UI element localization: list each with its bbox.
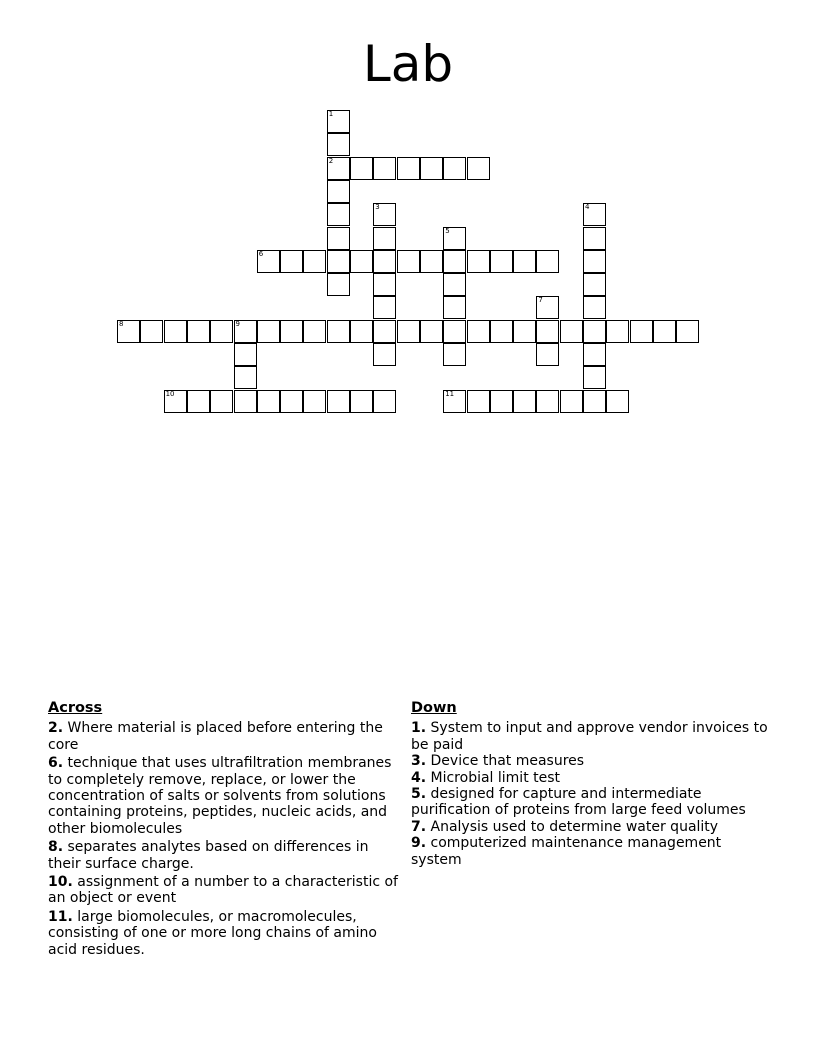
down-clue: 9. computerized maintenance management system: [411, 835, 722, 868]
grid-cell[interactable]: [443, 157, 466, 180]
clue-number: 2: [328, 156, 334, 165]
grid-cell[interactable]: [327, 203, 350, 226]
puzzle-title: Lab: [362, 35, 454, 93]
grid-cell[interactable]: [327, 133, 350, 156]
grid-cell[interactable]: [373, 390, 396, 413]
grid-cell[interactable]: [606, 320, 629, 343]
down-clue: 5. designed for capture and intermediate purification of proteins from large feed volumes: [411, 786, 746, 819]
grid-cell[interactable]: [327, 157, 350, 180]
grid-cell[interactable]: [280, 320, 303, 343]
across-clue: 11. large biomolecules, or macromolecules, consisting of one or more long chains of amino acid residues.: [48, 908, 377, 958]
crossword-grid: [0, 0, 816, 440]
grid-cell[interactable]: [583, 203, 606, 226]
grid-cell[interactable]: [536, 320, 559, 343]
grid-cell[interactable]: [210, 320, 233, 343]
grid-cell[interactable]: [327, 320, 350, 343]
down-heading: Down: [411, 700, 457, 716]
grid-cell[interactable]: [443, 390, 466, 413]
grid-cell[interactable]: [234, 390, 257, 413]
grid-cell[interactable]: [583, 320, 606, 343]
grid-cell[interactable]: [653, 320, 676, 343]
grid-cell[interactable]: [117, 320, 140, 343]
clue-number: 3: [375, 203, 380, 212]
grid-cell[interactable]: [536, 390, 559, 413]
grid-cell[interactable]: [583, 343, 606, 366]
grid-cell[interactable]: [234, 343, 257, 366]
grid-cell[interactable]: [187, 390, 210, 413]
grid-cell[interactable]: [443, 343, 466, 366]
across-clue: 8. separates analytes based on differences in their surface charge.: [48, 839, 369, 872]
grid-cell[interactable]: [583, 273, 606, 296]
clue-number: 6: [258, 249, 264, 258]
down-clue: 1. System to input and approve vendor invoices to be paid: [411, 720, 768, 753]
grid-cell[interactable]: [327, 110, 350, 133]
grid-cell[interactable]: [536, 250, 559, 273]
grid-cell[interactable]: [373, 250, 396, 273]
grid-cell[interactable]: [583, 296, 606, 319]
grid-cell[interactable]: [234, 366, 257, 389]
grid-cell[interactable]: [583, 227, 606, 250]
grid-cell[interactable]: [490, 250, 513, 273]
grid-cell[interactable]: [467, 320, 490, 343]
grid-cell[interactable]: [443, 296, 466, 319]
grid-cell[interactable]: [420, 157, 443, 180]
clue-number: 11: [445, 389, 455, 398]
clue-number: 9: [235, 319, 240, 328]
grid-cell[interactable]: [676, 320, 699, 343]
grid-cell[interactable]: [583, 366, 606, 389]
grid-cell[interactable]: [327, 390, 350, 413]
down-clues: [411, 700, 776, 868]
grid-cell[interactable]: [257, 390, 280, 413]
across-clue: 10. assignment of a number to a characteristic of an object or event: [48, 874, 398, 907]
grid-cell[interactable]: [327, 180, 350, 203]
grid-cell[interactable]: [397, 157, 420, 180]
grid-cell[interactable]: [397, 320, 420, 343]
grid-cell[interactable]: [373, 296, 396, 319]
grid-cell[interactable]: [560, 390, 583, 413]
grid-cell[interactable]: [443, 227, 466, 250]
across-heading: Across: [48, 700, 103, 716]
grid-cell[interactable]: [467, 390, 490, 413]
down-clue: 3. Device that measures: [411, 753, 585, 770]
grid-cell[interactable]: [140, 320, 163, 343]
grid-cell[interactable]: [373, 273, 396, 296]
grid-cell[interactable]: [373, 203, 396, 226]
clue-number: 5: [445, 226, 450, 235]
clue-number: 4: [585, 203, 590, 212]
grid-cell[interactable]: [303, 390, 326, 413]
across-clues: [48, 700, 403, 960]
grid-cell[interactable]: [443, 250, 466, 273]
grid-cell[interactable]: [443, 320, 466, 343]
grid-cell[interactable]: [350, 250, 373, 273]
grid-cell[interactable]: [490, 390, 513, 413]
grid-cell[interactable]: [397, 250, 420, 273]
grid-cell[interactable]: [373, 227, 396, 250]
grid-cell[interactable]: [350, 320, 373, 343]
grid-cell[interactable]: [536, 343, 559, 366]
clue-number: 7: [538, 296, 543, 305]
grid-cell[interactable]: [280, 390, 303, 413]
grid-cell[interactable]: [513, 390, 536, 413]
grid-cell[interactable]: [327, 250, 350, 273]
grid-cell[interactable]: [303, 250, 326, 273]
grid-cell[interactable]: [350, 157, 373, 180]
grid-cell[interactable]: [257, 320, 280, 343]
grid-cell[interactable]: [467, 157, 490, 180]
grid-cell[interactable]: [303, 320, 326, 343]
grid-cell[interactable]: [560, 320, 583, 343]
across-clue: 6. technique that uses ultrafiltration membranes to completely remove, replace, or lower the concentration of salts or solvents from solutions containing proteins, peptides, nucleic acids, and other biomolecules: [48, 755, 392, 837]
grid-cell[interactable]: [280, 250, 303, 273]
grid-cell[interactable]: [630, 320, 653, 343]
grid-cell[interactable]: [420, 250, 443, 273]
grid-cell[interactable]: [420, 320, 443, 343]
clue-number: 8: [119, 319, 124, 328]
grid-cell[interactable]: [373, 343, 396, 366]
grid-cell[interactable]: [234, 320, 257, 343]
grid-cell[interactable]: [350, 390, 373, 413]
grid-cell[interactable]: [513, 250, 536, 273]
grid-cell[interactable]: [187, 320, 210, 343]
grid-cell[interactable]: [536, 296, 559, 319]
grid-cell[interactable]: [327, 273, 350, 296]
grid-cell[interactable]: [583, 390, 606, 413]
across-clue: 2. Where material is placed before entering the core: [48, 720, 383, 753]
clue-number: 1: [328, 110, 334, 118]
grid-cell[interactable]: [327, 227, 350, 250]
down-clue: 4. Microbial limit test: [411, 769, 561, 786]
grid-cell[interactable]: [467, 250, 490, 273]
grid-cell[interactable]: [164, 390, 187, 413]
grid-cell[interactable]: [164, 320, 187, 343]
grid-cell[interactable]: [257, 250, 280, 273]
down-clue: 7. Analysis used to determine water quality: [411, 818, 719, 835]
grid-cell[interactable]: [513, 320, 536, 343]
clue-number: 10: [165, 389, 175, 398]
grid-cell[interactable]: [443, 273, 466, 296]
grid-cell[interactable]: [606, 390, 629, 413]
grid-cell[interactable]: [583, 250, 606, 273]
grid-cell[interactable]: [490, 320, 513, 343]
grid-cell[interactable]: [373, 320, 396, 343]
grid-cell[interactable]: [210, 390, 233, 413]
grid-cell[interactable]: [373, 157, 396, 180]
